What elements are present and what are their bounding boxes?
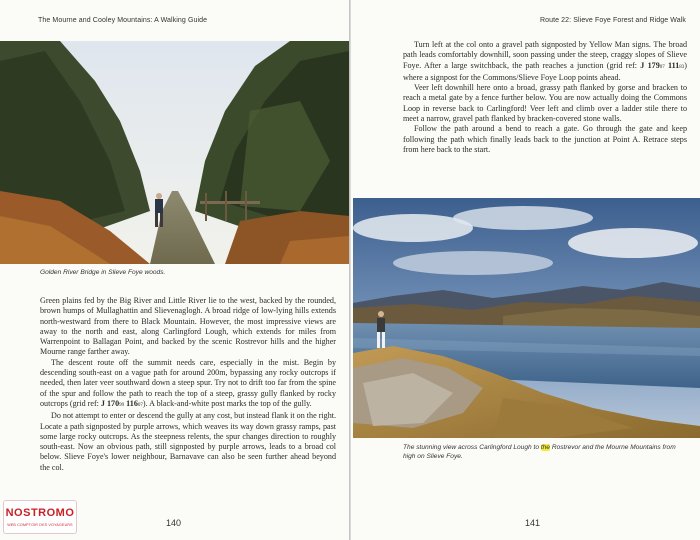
paragraph: Green plains fed by the Big River and Little River lie to the west, backed by the rounded, brown humps of Mullaghattin and Slievenaglogh. A broad ridge of low-lying hills extends north-westward from there to Black Mountain. However, the most impressive views are away to the north and east, along Carlingford Lough, which extends for miles from Warrenpoint to Ballagan Point, and backed by the scenic Rostrevor hills and the higher Mourne range farther away. xyxy=(40,296,336,357)
paragraph: The descent route off the summit needs care, especially in the mist. Begin by descending south-east on a vague path for around 200m, bypassing any rocky outcrops if needed, then later veer southward down a steep spur. Try not to drift too far from the spine of the spur and follow the path to reach the top of a steep, grassy gully flanked by rocky outcrops (grid ref: J 17099 11607). A black-and-white post marks the top of the gully. xyxy=(40,357,336,408)
paragraph: Turn left at the col onto a gravel path signposted by Yellow Man signs. The broad path leads comfortably downhill, soon passing under the steep, craggy slopes of Slieve Foye. After a large switchback, the path reaches a junction (grid ref: J 17907 11183) where a signpost for the Commons/Slieve Foye Loop points ahead. xyxy=(403,40,687,82)
right-page xyxy=(351,0,700,540)
page-number: 140 xyxy=(166,518,182,528)
highlighted-word: the xyxy=(540,444,550,451)
left-page xyxy=(0,0,349,540)
page-number: 141 xyxy=(525,518,541,528)
running-head: Route 22: Slieve Foye Forest and Ridge Walk xyxy=(539,17,686,24)
grid-reference: J 17907 11183 xyxy=(640,60,685,70)
paragraph: Do not attempt to enter or descend the gully at any cost, but instead flank it on the right. Locate a path signposted by purple arrows, which weaves its way down grassy ramps, past some large rocky outcrops. As the steepness relents, the spur changes direction to roughly south-east. Now an obvious path, still signposted by purple arrows, leads to a broad col below. Slieve Foye's lower neighbour, Barnavave can also be seen further ahead beyond the col. xyxy=(40,411,337,472)
nostromo-logo: NOSTROMO WEB COMPTOIR DES VOYAGEURS xyxy=(3,500,77,534)
paragraph: Follow the path around a bend to reach a gate. Go through the gate and keep following the path which finally leads back to the junction at Point A. Retrace steps from here back to the start. xyxy=(403,124,687,154)
running-head: The Mourne and Cooley Mountains: A Walking Guide xyxy=(38,17,208,24)
paragraph: Veer left downhill here onto a broad, grassy path flanked by gorse and bracken to reach a metal gate by a fence further below. You are now actually doing the Commons Loop in reverse back to Carlingford! Veer left and climb over a ladder stile there to meet a narrow, gravel path flanked by bracken-covered stone walls. xyxy=(403,83,687,124)
lough-view-photo xyxy=(353,198,700,438)
body-text xyxy=(40,296,336,473)
photo-caption: The stunning view across Carlingford Lough to the Rostrevor and the Mourne Mountains from high on Slieve Foye. xyxy=(403,444,676,460)
grid-reference: J 17099 11607 xyxy=(100,398,143,408)
body-text xyxy=(403,40,687,155)
forest-photo xyxy=(0,41,349,264)
photo-caption: Golden River Bridge in Slieve Foye woods. xyxy=(40,269,166,276)
